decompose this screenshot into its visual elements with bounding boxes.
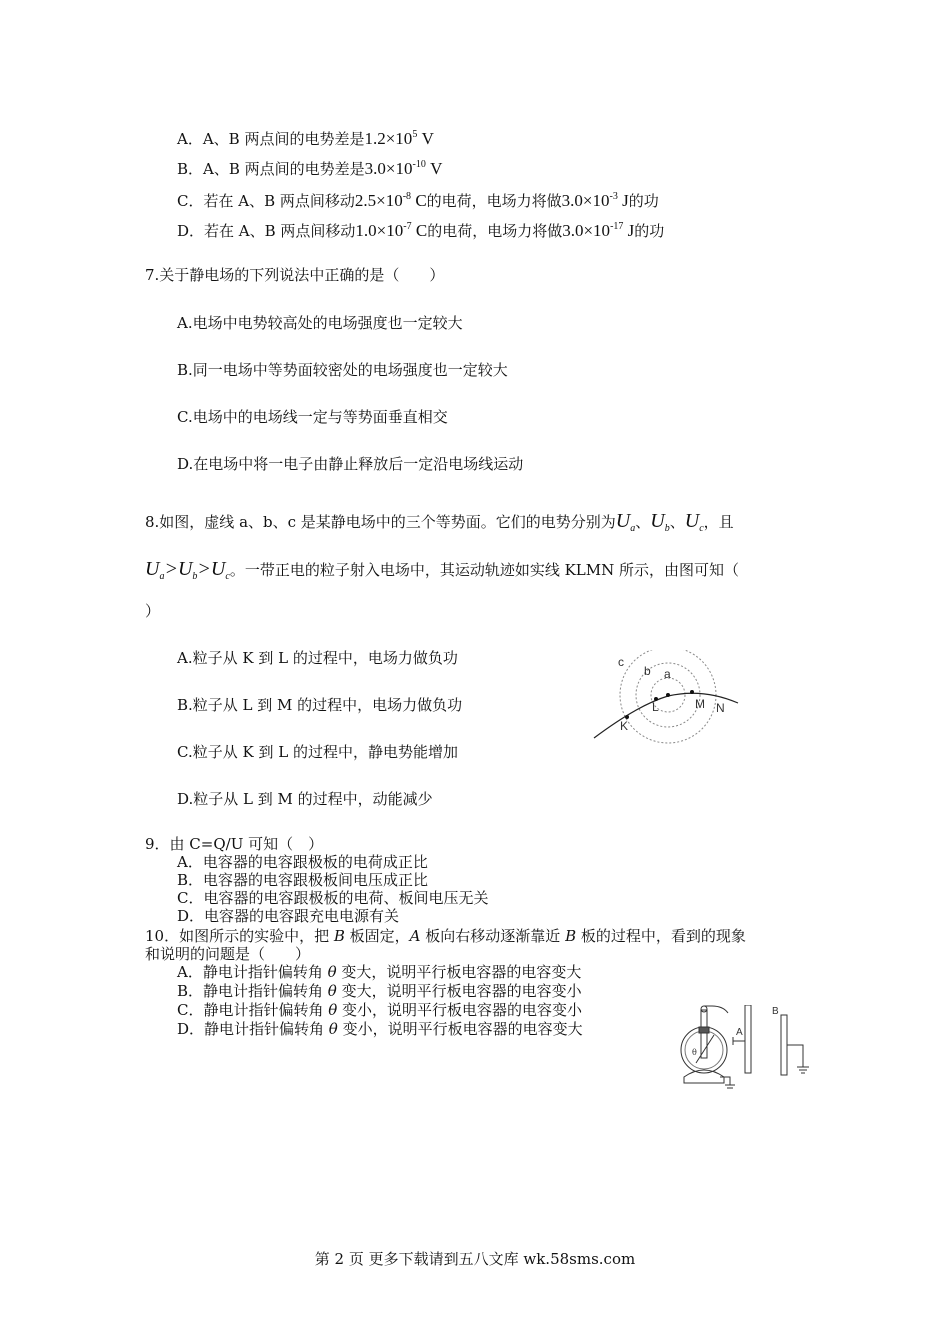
q10-option-c-pre: C．静电计指针偏转角 xyxy=(177,1001,329,1019)
q8-stem-text-2: 。一带正电的粒子射入电场中，其运动轨迹如实线 KLMN 所示，由图可知（ xyxy=(229,561,740,579)
label-n: N xyxy=(716,701,725,715)
label-c: c xyxy=(618,655,624,669)
q8-uc xyxy=(685,510,704,532)
label-theta: θ xyxy=(692,1048,697,1057)
q10-option-b xyxy=(177,983,582,1000)
q6-option-c-label: C．若在 A、B 两点间移动 xyxy=(177,192,355,210)
q6-option-c-unit: C xyxy=(415,191,427,210)
point-center xyxy=(666,693,670,697)
q10-stem-text: 板向右移动逐渐靠近 xyxy=(420,927,566,945)
label-a: a xyxy=(664,667,671,681)
q8-ub-2 xyxy=(178,558,197,580)
q6-option-d: D．若在 A、B 两点间移动$1.0\times 10^{-7}$ C的电荷，电场力将做$3.0\times 10^{-17}$ J的功 xyxy=(177,221,665,240)
label-l: L xyxy=(652,700,659,714)
q8-u-symbol: U xyxy=(145,558,160,580)
q10-option-d-pre: D．静电计指针偏转角 xyxy=(177,1020,329,1038)
q6-option-b-unit: V xyxy=(430,159,443,178)
q8-sub-b: b xyxy=(664,523,670,534)
electroscope-needle xyxy=(696,1035,714,1063)
q6-option-b-label: B．A、B 两点间的电势差是 xyxy=(177,160,365,178)
q6-option-c-value2: 3.0 xyxy=(561,191,583,210)
q6-option-d-unit2: J xyxy=(627,221,635,240)
q8-stem-line2 xyxy=(145,560,739,586)
q10-option-c xyxy=(177,1002,582,1019)
q6-option-d-tail: 的功 xyxy=(634,222,665,240)
ground-wire-electroscope xyxy=(720,1077,730,1085)
q6-option-c-tail: 的功 xyxy=(628,192,659,210)
theta-symbol: θ xyxy=(328,1001,338,1019)
label-k: K xyxy=(620,719,629,733)
q8-u-symbol: U xyxy=(650,510,665,532)
theta-symbol: θ xyxy=(327,982,337,1000)
q10-figure xyxy=(668,1005,818,1090)
q6-option-c-mid: 的电荷，电场力将做 xyxy=(426,192,562,210)
q6-option-a-label: A．A、B 两点间的电势差是 xyxy=(177,130,365,148)
q7-option-c: C.电场中的电场线一定与等势面垂直相交 xyxy=(177,408,448,426)
q6-option-c-exp: -8 xyxy=(402,191,412,202)
ground-wire-b xyxy=(787,1045,803,1067)
q6-option-a: A．A、B 两点间的电势差是$1.2\times 10^5$ V xyxy=(177,129,434,148)
q7-option-d: D.在电场中将一电子由静止释放后一定沿电场线运动 xyxy=(177,455,524,473)
label-m: M xyxy=(695,697,705,711)
q10-stem-text: 板的过程中，看到的现象 xyxy=(576,927,746,945)
q6-option-d-mid: 的电荷，电场力将做 xyxy=(427,222,563,240)
q6-option-c: C．若在 A、B 两点间移动$2.5\times 10^{-8}$ C的电荷，电场力将做$3.0\times 10^{-3}$ J的功 xyxy=(177,191,659,210)
label-b: b xyxy=(644,664,651,678)
q8-ub xyxy=(650,510,669,532)
q6-option-a-exp: 5 xyxy=(412,129,418,140)
q8-option-a: A.粒子从 K 到 L 的过程中，电场力做负功 xyxy=(177,649,458,667)
q6-option-b: B．A、B 两点间的电势差是$3.0\times 10^{-10}$ V xyxy=(177,159,443,178)
q10-option-a xyxy=(177,964,581,981)
q8-option-c: C.粒子从 K 到 L 的过程中，静电势能增加 xyxy=(177,743,458,761)
q8-sep: 、 xyxy=(669,513,685,531)
q8-sep: 、 xyxy=(635,513,651,531)
q10-stem-text: 板固定， xyxy=(344,927,410,945)
plate-b xyxy=(781,1015,787,1075)
q10-option-b-pre: B．静电计指针偏转角 xyxy=(177,982,328,1000)
q10-stem-text: 10．如图所示的实验中，把 xyxy=(145,927,334,945)
q8-sub-c: c xyxy=(225,571,230,582)
trajectory-klmn xyxy=(594,693,738,738)
q7-option-a: A.电场中电势较高处的电场强度也一定较大 xyxy=(177,314,463,332)
q10-option-b-post: 变大，说明平行板电容器的电容变小 xyxy=(336,982,582,1000)
q10-plate-a: A xyxy=(409,927,421,945)
q8-u-symbol: U xyxy=(615,510,631,532)
q6-option-d-unit: C xyxy=(415,221,428,240)
q10-stem-line2: 和说明的问题是（ ） xyxy=(145,945,311,963)
page-footer: 第 2 页 更多下载请到五八文库 wk.58sms.com xyxy=(314,1250,636,1268)
q10-plate-b: B xyxy=(565,927,577,945)
q9-option-d: D．电容器的电容跟充电电源有关 xyxy=(177,907,400,925)
q6-option-d-exp: -7 xyxy=(403,221,412,232)
q8-tail: ，且 xyxy=(703,513,734,531)
q8-ua-2 xyxy=(145,558,164,580)
point-m xyxy=(690,690,694,694)
electroscope-base xyxy=(684,1070,724,1083)
label-plate-a: A xyxy=(736,1027,743,1038)
q8-sub-a: a xyxy=(630,523,636,534)
q10-stem-line1 xyxy=(145,928,746,945)
q8-u-symbol: U xyxy=(684,510,700,532)
theta-symbol: θ xyxy=(327,963,337,981)
q8-option-b: B.粒子从 L 到 M 的过程中，电场力做负功 xyxy=(177,696,463,714)
theta-symbol: θ xyxy=(328,1020,338,1038)
q10-option-c-post: 变小，说明平行板电容器的电容变小 xyxy=(337,1001,583,1019)
q8-figure xyxy=(588,650,748,750)
q9-option-a: A．电容器的电容跟极板的电荷成正比 xyxy=(177,853,428,871)
q6-option-d-value2: 3.0 xyxy=(562,221,584,240)
q10-option-d-post: 变小，说明平行板电容器的电容变大 xyxy=(337,1020,583,1038)
q9-option-b: B．电容器的电容跟极板间电压成正比 xyxy=(177,871,429,889)
label-plate-b: B xyxy=(772,1006,779,1017)
q8-sub-c: c xyxy=(699,523,704,534)
q6-option-c-exp2: -3 xyxy=(609,191,618,202)
q8-option-d: D.粒子从 L 到 M 的过程中，动能减少 xyxy=(177,790,433,808)
wire-to-plate-a xyxy=(704,1006,728,1013)
q6-option-b-value: 3.0 xyxy=(364,159,386,178)
q8-stem-text: 8.如图，虚线 a、b、c 是某静电场中的三个等势面。它们的电势分别为 xyxy=(145,513,616,531)
plate-a xyxy=(745,1005,751,1073)
q6-option-d-exp2: -17 xyxy=(610,221,624,232)
q6-option-d-value: 1.0 xyxy=(355,221,377,240)
q8-ua xyxy=(616,510,635,532)
q8-gt: > xyxy=(197,558,211,580)
q8-u-symbol: U xyxy=(177,558,193,580)
q10-plate-b: B xyxy=(333,927,345,945)
q8-uc-2 xyxy=(211,558,230,580)
q7-option-b: B.同一电场中等势面较密处的电场强度也一定较大 xyxy=(177,361,508,379)
q6-option-d-label: D．若在 A、B 两点间移动 xyxy=(177,222,356,240)
q6-option-b-exp: -10 xyxy=(412,159,426,170)
q6-option-c-value: 2.5 xyxy=(354,191,377,210)
q9-stem: 9．由 C=Q/U 可知（ ） xyxy=(145,835,324,853)
q10-option-d xyxy=(177,1021,583,1038)
q8-stem-line3: ） xyxy=(145,602,161,620)
q8-sub-b: b xyxy=(192,571,198,582)
q8-sub-a: a xyxy=(159,571,165,582)
q6-option-c-unit2: J xyxy=(622,191,629,210)
q10-option-a-pre: A．静电计指针偏转角 xyxy=(177,963,328,981)
q8-u-symbol: U xyxy=(210,558,226,580)
q6-option-a-value: 1.2 xyxy=(364,129,386,148)
q7-stem: 7.关于静电场的下列说法中正确的是（ ） xyxy=(145,266,445,284)
q10-option-a-post: 变大，说明平行板电容器的电容变大 xyxy=(336,963,582,981)
q8-stem-line1 xyxy=(145,512,734,538)
q6-option-a-unit: V xyxy=(421,129,434,148)
q8-gt: > xyxy=(164,558,178,580)
q9-option-c: C．电容器的电容跟极板的电荷、板间电压无关 xyxy=(177,889,489,907)
